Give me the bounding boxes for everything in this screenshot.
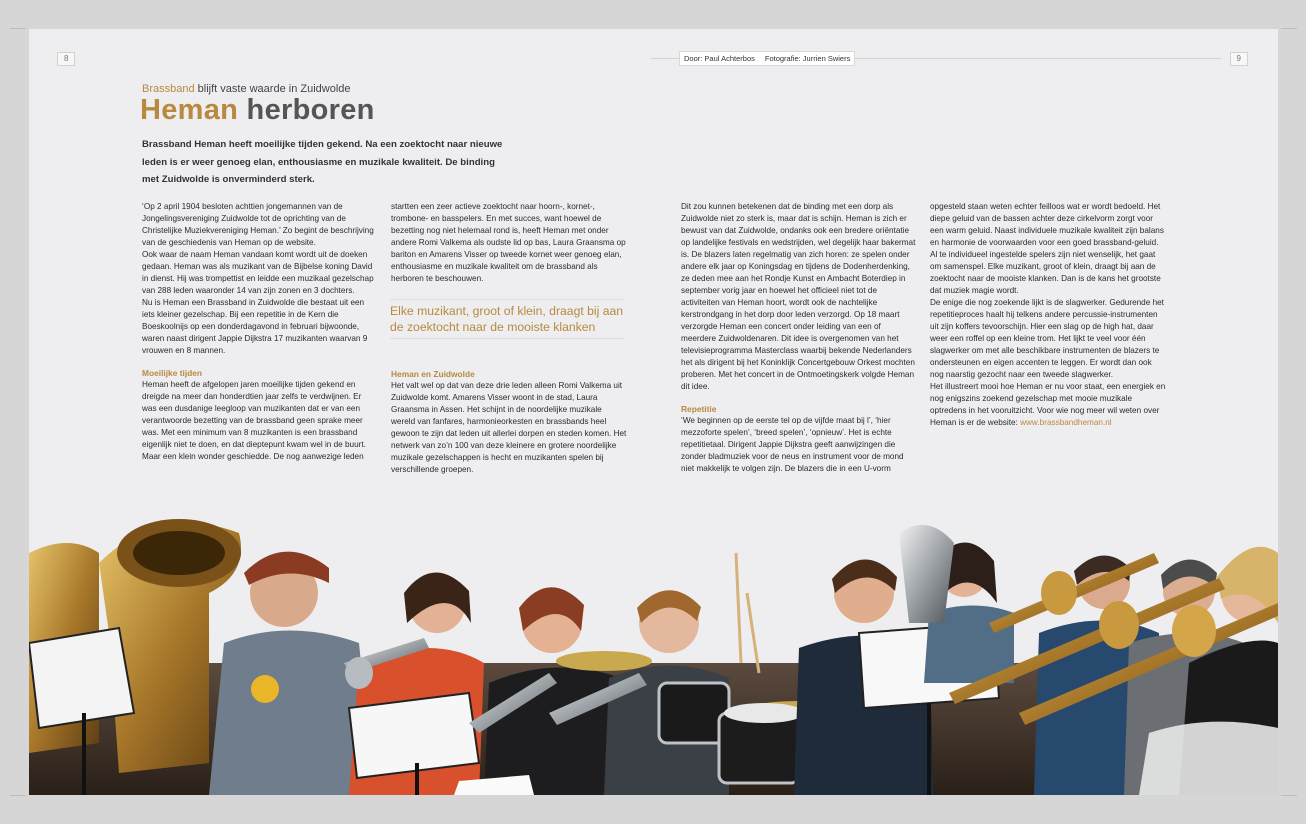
paragraph: ‘We beginnen op de eerste tel op de vijfde maat bij l’, ‘hier mezzoforte spelen’, ‘breed spelen’, ‘opnieuw’. Het is echte repetitietaal. Dirigent Jappie Dijkstra geeft aanwijzingen die zonder bladmuziek voor de neus en instrument voor de mond niet makkelijk te volgen zijn. De blazers die in een U-vorm	[681, 416, 904, 473]
paragraph: Heman heeft de afgelopen jaren moeilijke tijden gekend en dreigde na meer dan honderdtien jaar zelfs te verdwijnen. Er was een dusdanige leegloop van muzikanten dat er van een verantwoorde bezetting van de brassband geen sprake meer was. Met een minimum van 8 muzikanten is een brassband eigenlijk niet te doen, en dat dieptepunt kwam wel in de buurt. Maar een klein wonder geschiedde. De nog aanwezige leden	[142, 380, 366, 461]
crop-mark-top-right	[1281, 28, 1297, 29]
author-credit: Door: Paul Achterbos	[684, 54, 755, 63]
crop-mark-bottom-left	[10, 795, 26, 796]
paragraph: Ook waar de naam Heman vandaan komt wordt uit de doeken gedaan. Heman was als muzikant van de Bijbelse koning David in dienst. Hij was trompettist en leidde een muzikaal gezelschap van 288 leden waaronder 14 van zijn zonen en 3 dochters.	[142, 250, 374, 295]
website-link[interactable]: www.brassbandheman.nl	[1020, 418, 1112, 427]
crop-mark-bottom-right	[1281, 795, 1297, 796]
band-photo	[29, 513, 1278, 795]
subheading: Moeilijke tijden	[142, 368, 203, 378]
magazine-spread	[29, 29, 1278, 795]
column-2-bottom	[391, 368, 627, 476]
paragraph: Nu is Heman een Brassband in Zuidwolde die bestaat uit een iets kleiner gezelschap. Bij een repetitie in de Kern die Boeskoolnijs op een donderdagavond in februari bijwoonde, waren naast dirigent Jappie Dijkstra 17 muzikanten waarvan 9 vrouwen en 8 mannen.	[142, 298, 368, 355]
paragraph: startten een zeer actieve zoektocht naar hoorn-, kornet-, trombone- en basspelers. En met succes, want hoewel de bezetting nog niet helemaal rond is, heeft Heman met onder andere Romi Valkema als oudste lid op bas, Laura Graansma op bariton en Amarens Visser op tweede kornet weer genoeg elan, enthousiasme en muzikale kwaliteit om de brassband als herboren te beschouwen.	[391, 202, 626, 283]
subheading: Heman en Zuidwolde	[391, 369, 475, 379]
paragraph	[930, 381, 1166, 429]
kicker-rest: blijft vaste waarde in Zuidwolde	[194, 83, 351, 95]
paragraph-text: Het illustreert mooi hoe Heman er nu voor staat, een energiek en nog enigszins zoekend gezelschap met mooie muzikale optredens in het vooruitzicht. Voor wie nog meer wil weten over Heman is er de website:	[930, 382, 1166, 427]
page-number-right: 9	[1230, 52, 1248, 66]
photo-credit: Fotografie: Jurrien Swiers	[764, 54, 851, 63]
paragraph: ‘Op 2 april 1904 besloten achttien jongemannen van de Jongelingsvereniging Zuidwolde tot de oprichting van de Christelijke Muziekvereniging Heman.’ Zo begint de beschrijving van de geschiedenis van Heman op de website.	[142, 202, 374, 247]
kicker-accent: Brassband	[142, 83, 195, 95]
credits-box	[679, 51, 855, 66]
column-1	[142, 201, 378, 463]
column-3	[681, 201, 917, 475]
crop-mark-top-left	[10, 28, 26, 29]
paragraph: Dit zou kunnen betekenen dat de binding met een dorp als Zuidwolde niet zo sterk is, maar dat is schijn. Heman is zich er bewust van dat Zuidwolde, ondanks ook een bredere oriëntatie op landelijke festivals en wedstrijden, wel degelijk haar bakermat is. De blazers laten regelmatig van zich horen: ze spelen onder andere elk jaar op Koningsdag en tijdens de Dodenherdenking, ze deden mee aan het Rondje Kunst en Ambacht Boterdiep in september vorig jaar en hoewel het officieel niet tot de activiteiten van Heman hoort, wordt ook de nachtelijke kerstrondgang in het dorp door leden verzorgd. Op 18 maart verzorgde Heman een concert onder leiding van een of meerdere Zuidwoldenaren. Dit idee is overgenomen van het televisieprogramma Masterclass waarbij bekende Nederlanders het als dirigent bij het Koninklijk Concertgebouw Orkest mochten proberen. Met het concert in de Ontmoetingskerk volgde Heman dit idee.	[681, 202, 916, 391]
headline	[140, 94, 375, 127]
paragraph: opgesteld staan weten echter feilloos wat er wordt bedoeld. Het diepe geluid van de bassen achter deze cirkelvorm zorgt voor een warm geluid. Naast individuele muzikale kwaliteit zijn balans en harmonie de voorwaarden voor een goed brassband-geluid. Al te individueel ingestelde spelers zijn niet wenselijk, het gaat om samenspel. Elke muzikant, groot of klein, draagt bij aan de zoektocht naar de mooiste klanken. Dan is de kans het grootste dat muziek magie wordt.	[930, 202, 1164, 295]
page-number-left: 8	[57, 52, 75, 66]
intro-lead: Brassband Heman heeft moeilijke tijden gekend. Na een zoektocht naar nieuwe leden is er weer genoeg elan, enthousiasme en muzikale kwaliteit. De binding met Zuidwolde is onverminderd sterk.	[142, 139, 503, 185]
headline-accent: Heman	[140, 94, 239, 126]
column-2-top	[391, 201, 627, 285]
pull-quote: Elke muzikant, groot of klein, draagt bij aan de zoektocht naar de mooiste klanken	[390, 299, 624, 339]
paragraph: Het valt wel op dat van deze drie leden alleen Romi Valkema uit Zuidwolde komt. Amarens Visser woont in de stad, Laura Graansma in Assen. Het schijnt in de noordelijke muzikale wereld van fanfares, harmonieorkesten en brassbands heel gewoon te zijn dat leden uit allerlei dorpen en steden komen. Het netwerk van zo’n 100 van deze kleinere en grotere noordelijke muzikale gezelschappen is hecht en muzikanten spelen bij verschillende groepen.	[391, 381, 627, 474]
column-4	[930, 201, 1166, 429]
headline-rest: herboren	[238, 94, 375, 126]
subheading: Repetitie	[681, 404, 717, 414]
paragraph: De enige die nog zoekende lijkt is de slagwerker. Gedurende het repetitieproces haalt hij telkens andere percussie-instrumenten uit zijn koffers tevoorschijn. Hier een slag op de high hat, daar weer een roffel op een kleine trom. Het lijkt te veel voor één slagwerker om met alle beschikbare instrumenten de blazers te ondersteunen en eigen accenten te leggen. Er wordt dan ook nog naarstig gezocht naar een tweede slagwerker.	[930, 298, 1164, 379]
